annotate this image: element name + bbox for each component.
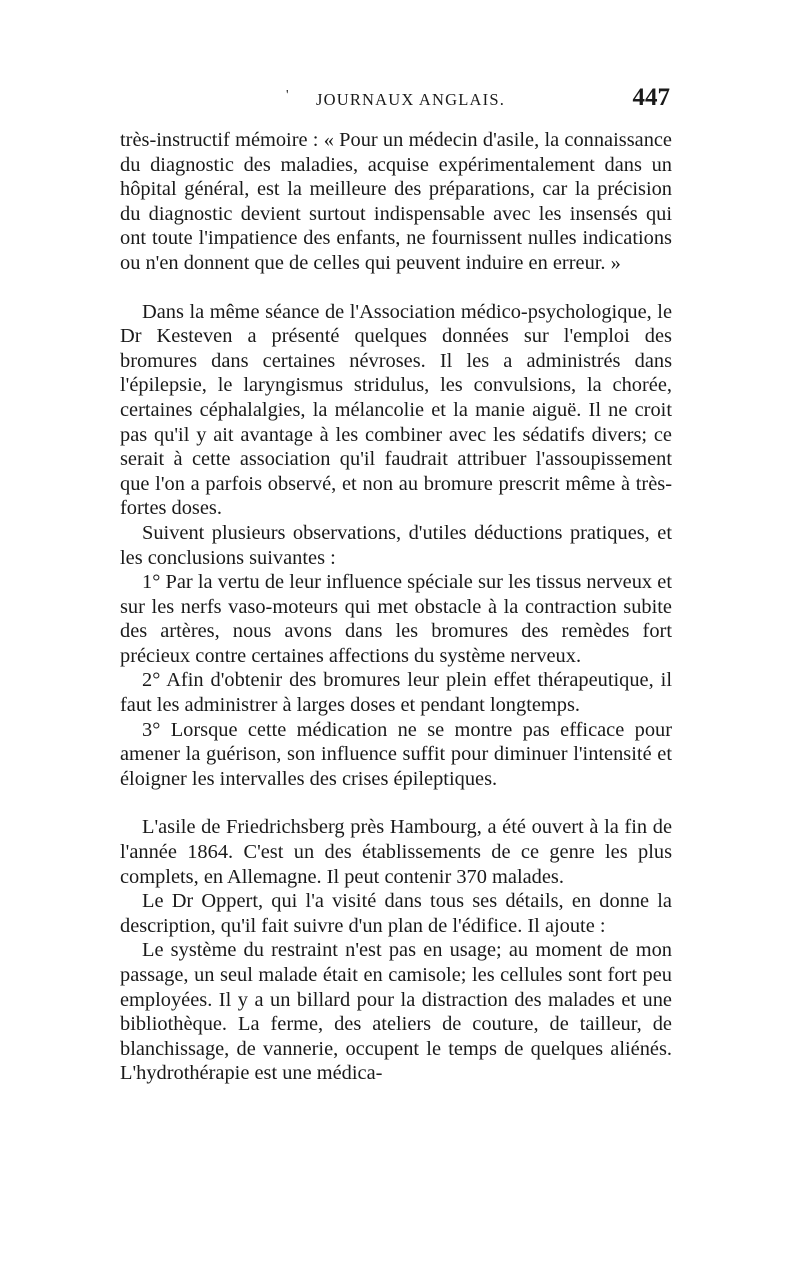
page-number: 447 (632, 84, 670, 111)
paragraph-restraint: Le système du restraint n'est pas en usage; au moment de mon passage, un seul malade était en camisole; les cellules sont fort peu employées. Il y a un billard pour la distraction des malades et une bibliothèque. La ferme, des ateliers de couture, de tailleur, de blanchissage, de vannerie, occupent le temps de quelques aliénés. L'hydrothérapie est une médica- (120, 939, 672, 1085)
running-header (120, 84, 670, 118)
paragraph-continuation: très-instructif mémoire : « Pour un médecin d'asile, la connaissance du diagnostic des maladies, acquise expérimentalement dans un hôpital général, est la meilleure des préparations, car la précision du diagnostic devient surtout indispensable avec les insensés qui ont toute l'impatience des enfants, ne fournissent nulles indications ou n'en donnent que de celles qui peuvent induire en erreur. » (120, 129, 672, 274)
conclusion-2: 2° Afin d'obtenir des bromures leur plein effet thérapeutique, il faut les administrer à larges doses et pendant longtemps. (120, 669, 672, 717)
paragraph-observations: Suivent plusieurs observations, d'utiles déductions pratiques, et les conclusions suivantes : (120, 521, 672, 569)
header-mark: ' (286, 88, 289, 103)
paragraph-oppert: Le Dr Oppert, qui l'a visité dans tous ses détails, en donne la description, qu'il fait suivre d'un plan de l'édifice. Il ajoute : (120, 890, 672, 937)
paragraph-friedrichsberg: L'asile de Friedrichsberg près Hambourg, a été ouvert à la fin de l'année 1864. C'est un des établissements de ce genre les plus complets, en Allemagne. Il peut contenir 370 malades. (120, 816, 672, 888)
running-title: JOURNAUX ANGLAIS. (316, 90, 506, 109)
conclusion-1: 1° Par la vertu de leur influence spéciale sur les tissus nerveux et sur les nerfs vaso-moteurs qui met obstacle à la contraction subite des artères, nous avons dans les bromures des remèdes fort précieux contre certaines affections du système nerveux. (120, 571, 672, 667)
conclusion-3: 3° Lorsque cette médication ne se montre pas efficace pour amener la guérison, son influence suffit pour diminuer l'intensité et éloigner les intervalles des crises épileptiques. (120, 718, 672, 790)
paragraph-bromures: Dans la même séance de l'Association médico-psychologique, le Dr Kesteven a présenté quelques données sur l'emploi des bromures dans certaines névroses. Il les a administrés dans l'épilepsie, le laryngismus stridulus, les convulsions, la chorée, certaines céphalalgies, la mélancolie et la manie aiguë. Il ne croit pas qu'il y ait avantage à les combiner avec les sédatifs divers; ce serait à cette association qu'il faudrait attribuer l'assoupissement que l'on a parfois observé, et non au bromure prescrit même à très-fortes doses. (120, 300, 672, 520)
page-body (120, 128, 672, 1086)
